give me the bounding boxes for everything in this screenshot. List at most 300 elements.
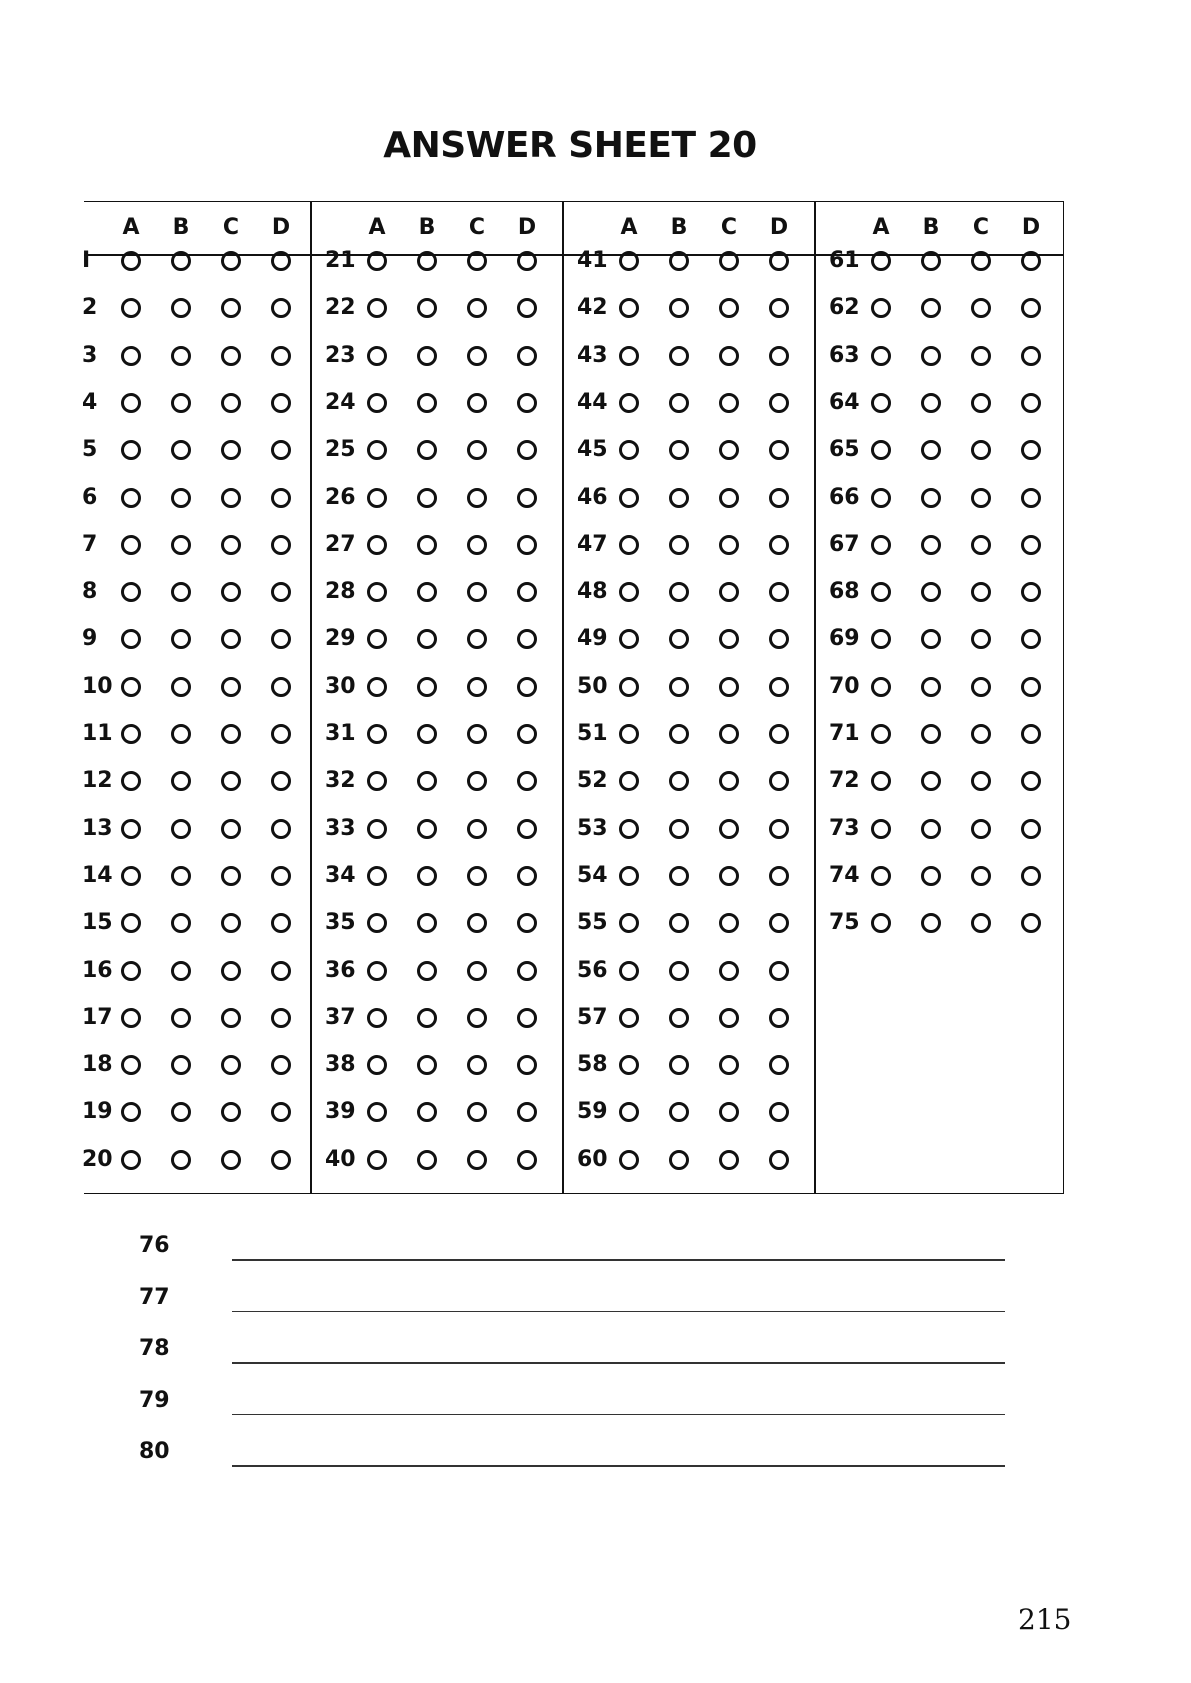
answer-bubble-a[interactable]	[367, 913, 387, 933]
answer-bubble-a[interactable]	[367, 440, 387, 460]
answer-bubble-b[interactable]	[417, 346, 437, 366]
answer-bubble-a[interactable]	[367, 346, 387, 366]
answer-bubble-d[interactable]	[517, 535, 537, 555]
answer-bubble-a[interactable]	[619, 251, 639, 271]
answer-bubble-b[interactable]	[669, 1055, 689, 1075]
answer-bubble-b[interactable]	[417, 1150, 437, 1170]
answer-bubble-b[interactable]	[171, 440, 191, 460]
answer-bubble-a[interactable]	[619, 298, 639, 318]
answer-bubble-d[interactable]	[517, 251, 537, 271]
answer-bubble-a[interactable]	[367, 677, 387, 697]
answer-bubble-c[interactable]	[467, 629, 487, 649]
answer-bubble-c[interactable]	[467, 677, 487, 697]
answer-bubble-a[interactable]	[367, 771, 387, 791]
answer-bubble-b[interactable]	[921, 393, 941, 413]
answer-bubble-c[interactable]	[719, 677, 739, 697]
answer-bubble-d[interactable]	[769, 1008, 789, 1028]
answer-bubble-a[interactable]	[121, 1055, 141, 1075]
answer-bubble-b[interactable]	[171, 819, 191, 839]
answer-bubble-b[interactable]	[669, 913, 689, 933]
answer-bubble-d[interactable]	[271, 724, 291, 744]
answer-bubble-b[interactable]	[921, 819, 941, 839]
answer-bubble-a[interactable]	[619, 1150, 639, 1170]
answer-bubble-c[interactable]	[467, 1008, 487, 1028]
answer-bubble-d[interactable]	[769, 1055, 789, 1075]
answer-bubble-b[interactable]	[171, 346, 191, 366]
answer-bubble-c[interactable]	[221, 1102, 241, 1122]
answer-bubble-b[interactable]	[171, 913, 191, 933]
answer-bubble-a[interactable]	[871, 535, 891, 555]
answer-bubble-d[interactable]	[769, 535, 789, 555]
answer-bubble-b[interactable]	[669, 1150, 689, 1170]
answer-bubble-a[interactable]	[871, 393, 891, 413]
answer-bubble-a[interactable]	[619, 961, 639, 981]
answer-bubble-a[interactable]	[121, 251, 141, 271]
answer-bubble-c[interactable]	[971, 629, 991, 649]
answer-bubble-a[interactable]	[619, 346, 639, 366]
answer-bubble-d[interactable]	[1021, 771, 1041, 791]
answer-bubble-a[interactable]	[121, 298, 141, 318]
answer-bubble-a[interactable]	[619, 771, 639, 791]
answer-bubble-c[interactable]	[467, 1102, 487, 1122]
answer-bubble-c[interactable]	[221, 582, 241, 602]
answer-bubble-c[interactable]	[719, 866, 739, 886]
answer-line[interactable]	[232, 1414, 1005, 1416]
answer-bubble-d[interactable]	[769, 582, 789, 602]
answer-bubble-d[interactable]	[517, 1150, 537, 1170]
answer-bubble-c[interactable]	[971, 866, 991, 886]
answer-bubble-b[interactable]	[669, 393, 689, 413]
answer-bubble-c[interactable]	[719, 440, 739, 460]
answer-bubble-d[interactable]	[1021, 677, 1041, 697]
answer-bubble-b[interactable]	[669, 819, 689, 839]
answer-bubble-d[interactable]	[271, 771, 291, 791]
answer-bubble-a[interactable]	[619, 724, 639, 744]
answer-bubble-b[interactable]	[921, 771, 941, 791]
answer-bubble-b[interactable]	[171, 771, 191, 791]
answer-bubble-d[interactable]	[271, 866, 291, 886]
answer-bubble-d[interactable]	[1021, 866, 1041, 886]
answer-bubble-d[interactable]	[271, 346, 291, 366]
answer-bubble-c[interactable]	[221, 677, 241, 697]
answer-bubble-d[interactable]	[1021, 582, 1041, 602]
answer-bubble-a[interactable]	[121, 961, 141, 981]
answer-bubble-c[interactable]	[719, 913, 739, 933]
answer-bubble-c[interactable]	[467, 913, 487, 933]
answer-bubble-c[interactable]	[221, 866, 241, 886]
answer-bubble-d[interactable]	[517, 346, 537, 366]
answer-bubble-a[interactable]	[121, 866, 141, 886]
answer-bubble-c[interactable]	[971, 298, 991, 318]
answer-bubble-d[interactable]	[769, 1102, 789, 1122]
answer-bubble-b[interactable]	[417, 866, 437, 886]
answer-bubble-a[interactable]	[871, 913, 891, 933]
answer-bubble-d[interactable]	[517, 1055, 537, 1075]
answer-bubble-c[interactable]	[467, 819, 487, 839]
answer-bubble-c[interactable]	[971, 488, 991, 508]
answer-bubble-d[interactable]	[769, 346, 789, 366]
answer-bubble-b[interactable]	[417, 771, 437, 791]
answer-bubble-d[interactable]	[517, 629, 537, 649]
answer-bubble-d[interactable]	[1021, 535, 1041, 555]
answer-bubble-c[interactable]	[719, 1055, 739, 1075]
answer-bubble-d[interactable]	[271, 582, 291, 602]
answer-bubble-d[interactable]	[271, 298, 291, 318]
answer-bubble-b[interactable]	[921, 488, 941, 508]
answer-bubble-c[interactable]	[221, 1008, 241, 1028]
answer-bubble-a[interactable]	[619, 819, 639, 839]
answer-line[interactable]	[232, 1362, 1005, 1364]
answer-bubble-d[interactable]	[517, 1102, 537, 1122]
answer-bubble-c[interactable]	[467, 771, 487, 791]
answer-bubble-b[interactable]	[171, 677, 191, 697]
answer-bubble-d[interactable]	[517, 393, 537, 413]
answer-bubble-b[interactable]	[669, 346, 689, 366]
answer-bubble-a[interactable]	[367, 866, 387, 886]
answer-bubble-a[interactable]	[121, 677, 141, 697]
answer-bubble-a[interactable]	[121, 440, 141, 460]
answer-bubble-b[interactable]	[921, 535, 941, 555]
answer-bubble-c[interactable]	[467, 1150, 487, 1170]
answer-bubble-b[interactable]	[417, 819, 437, 839]
answer-bubble-b[interactable]	[921, 866, 941, 886]
answer-bubble-c[interactable]	[221, 961, 241, 981]
answer-bubble-c[interactable]	[467, 298, 487, 318]
answer-bubble-c[interactable]	[971, 440, 991, 460]
answer-bubble-c[interactable]	[221, 724, 241, 744]
answer-bubble-d[interactable]	[1021, 724, 1041, 744]
answer-bubble-a[interactable]	[619, 440, 639, 460]
answer-bubble-d[interactable]	[769, 1150, 789, 1170]
answer-bubble-b[interactable]	[417, 251, 437, 271]
answer-bubble-b[interactable]	[417, 629, 437, 649]
answer-bubble-d[interactable]	[517, 913, 537, 933]
answer-bubble-a[interactable]	[619, 677, 639, 697]
answer-bubble-d[interactable]	[1021, 393, 1041, 413]
answer-bubble-a[interactable]	[367, 582, 387, 602]
answer-bubble-b[interactable]	[669, 629, 689, 649]
answer-bubble-b[interactable]	[669, 1008, 689, 1028]
answer-bubble-a[interactable]	[367, 961, 387, 981]
answer-bubble-c[interactable]	[971, 393, 991, 413]
answer-bubble-c[interactable]	[971, 346, 991, 366]
answer-bubble-c[interactable]	[221, 346, 241, 366]
answer-bubble-b[interactable]	[171, 1102, 191, 1122]
answer-bubble-c[interactable]	[719, 251, 739, 271]
answer-bubble-d[interactable]	[271, 629, 291, 649]
answer-bubble-d[interactable]	[517, 582, 537, 602]
answer-bubble-b[interactable]	[669, 298, 689, 318]
answer-bubble-b[interactable]	[171, 1008, 191, 1028]
answer-bubble-c[interactable]	[719, 346, 739, 366]
answer-bubble-d[interactable]	[517, 771, 537, 791]
answer-bubble-b[interactable]	[921, 440, 941, 460]
answer-bubble-a[interactable]	[619, 913, 639, 933]
answer-bubble-b[interactable]	[417, 677, 437, 697]
answer-bubble-b[interactable]	[171, 961, 191, 981]
answer-bubble-b[interactable]	[171, 724, 191, 744]
answer-bubble-b[interactable]	[669, 771, 689, 791]
answer-bubble-c[interactable]	[719, 771, 739, 791]
answer-bubble-d[interactable]	[271, 913, 291, 933]
answer-bubble-c[interactable]	[221, 393, 241, 413]
answer-bubble-a[interactable]	[871, 298, 891, 318]
answer-bubble-c[interactable]	[221, 251, 241, 271]
answer-bubble-d[interactable]	[517, 1008, 537, 1028]
answer-bubble-c[interactable]	[467, 961, 487, 981]
answer-bubble-b[interactable]	[171, 582, 191, 602]
answer-bubble-b[interactable]	[417, 298, 437, 318]
answer-bubble-b[interactable]	[669, 961, 689, 981]
answer-bubble-d[interactable]	[769, 629, 789, 649]
answer-bubble-d[interactable]	[769, 961, 789, 981]
answer-bubble-a[interactable]	[871, 724, 891, 744]
answer-bubble-b[interactable]	[417, 1055, 437, 1075]
answer-bubble-b[interactable]	[669, 440, 689, 460]
answer-bubble-a[interactable]	[619, 488, 639, 508]
answer-bubble-a[interactable]	[121, 1102, 141, 1122]
answer-bubble-d[interactable]	[271, 1150, 291, 1170]
answer-bubble-b[interactable]	[669, 582, 689, 602]
answer-bubble-d[interactable]	[271, 251, 291, 271]
answer-bubble-a[interactable]	[367, 629, 387, 649]
answer-bubble-b[interactable]	[921, 913, 941, 933]
answer-bubble-d[interactable]	[517, 488, 537, 508]
answer-bubble-b[interactable]	[669, 724, 689, 744]
answer-bubble-b[interactable]	[171, 298, 191, 318]
answer-bubble-a[interactable]	[121, 535, 141, 555]
answer-bubble-a[interactable]	[871, 629, 891, 649]
answer-bubble-d[interactable]	[517, 961, 537, 981]
answer-bubble-c[interactable]	[971, 771, 991, 791]
answer-bubble-b[interactable]	[417, 961, 437, 981]
answer-bubble-c[interactable]	[467, 440, 487, 460]
answer-bubble-a[interactable]	[871, 346, 891, 366]
answer-bubble-a[interactable]	[121, 582, 141, 602]
answer-bubble-b[interactable]	[669, 251, 689, 271]
answer-bubble-d[interactable]	[769, 440, 789, 460]
answer-bubble-c[interactable]	[221, 535, 241, 555]
answer-bubble-a[interactable]	[121, 819, 141, 839]
answer-bubble-d[interactable]	[271, 819, 291, 839]
answer-bubble-c[interactable]	[221, 1055, 241, 1075]
answer-bubble-a[interactable]	[121, 488, 141, 508]
answer-bubble-d[interactable]	[271, 488, 291, 508]
answer-bubble-c[interactable]	[221, 440, 241, 460]
answer-bubble-c[interactable]	[719, 488, 739, 508]
answer-bubble-d[interactable]	[271, 961, 291, 981]
answer-bubble-a[interactable]	[619, 629, 639, 649]
answer-bubble-d[interactable]	[271, 535, 291, 555]
answer-bubble-a[interactable]	[367, 1055, 387, 1075]
answer-bubble-a[interactable]	[367, 488, 387, 508]
answer-bubble-d[interactable]	[1021, 913, 1041, 933]
answer-bubble-c[interactable]	[719, 961, 739, 981]
answer-line[interactable]	[232, 1259, 1005, 1261]
answer-bubble-b[interactable]	[417, 1102, 437, 1122]
answer-bubble-d[interactable]	[271, 440, 291, 460]
answer-bubble-a[interactable]	[121, 771, 141, 791]
answer-bubble-c[interactable]	[467, 724, 487, 744]
answer-bubble-a[interactable]	[367, 298, 387, 318]
answer-bubble-b[interactable]	[171, 488, 191, 508]
answer-bubble-a[interactable]	[367, 819, 387, 839]
answer-bubble-c[interactable]	[971, 535, 991, 555]
answer-bubble-a[interactable]	[619, 866, 639, 886]
answer-bubble-b[interactable]	[417, 393, 437, 413]
answer-bubble-a[interactable]	[619, 1055, 639, 1075]
answer-bubble-d[interactable]	[769, 819, 789, 839]
answer-bubble-d[interactable]	[517, 440, 537, 460]
answer-bubble-d[interactable]	[1021, 251, 1041, 271]
answer-bubble-b[interactable]	[417, 1008, 437, 1028]
answer-bubble-b[interactable]	[417, 913, 437, 933]
answer-bubble-a[interactable]	[367, 1150, 387, 1170]
answer-bubble-c[interactable]	[971, 819, 991, 839]
answer-bubble-a[interactable]	[871, 488, 891, 508]
answer-bubble-d[interactable]	[1021, 488, 1041, 508]
answer-bubble-d[interactable]	[769, 298, 789, 318]
answer-bubble-d[interactable]	[769, 393, 789, 413]
answer-bubble-d[interactable]	[769, 913, 789, 933]
answer-bubble-d[interactable]	[517, 724, 537, 744]
answer-bubble-c[interactable]	[467, 1055, 487, 1075]
answer-bubble-b[interactable]	[921, 677, 941, 697]
answer-bubble-b[interactable]	[921, 251, 941, 271]
answer-bubble-d[interactable]	[517, 677, 537, 697]
answer-bubble-c[interactable]	[719, 582, 739, 602]
answer-bubble-c[interactable]	[971, 251, 991, 271]
answer-bubble-c[interactable]	[221, 771, 241, 791]
answer-bubble-b[interactable]	[417, 440, 437, 460]
answer-bubble-b[interactable]	[417, 724, 437, 744]
answer-bubble-c[interactable]	[221, 629, 241, 649]
answer-bubble-c[interactable]	[467, 346, 487, 366]
answer-bubble-b[interactable]	[921, 724, 941, 744]
answer-bubble-a[interactable]	[367, 1008, 387, 1028]
answer-bubble-a[interactable]	[367, 724, 387, 744]
answer-bubble-a[interactable]	[619, 1008, 639, 1028]
answer-bubble-b[interactable]	[921, 629, 941, 649]
answer-bubble-c[interactable]	[467, 251, 487, 271]
answer-bubble-c[interactable]	[221, 298, 241, 318]
answer-bubble-d[interactable]	[769, 677, 789, 697]
answer-bubble-d[interactable]	[1021, 298, 1041, 318]
answer-bubble-c[interactable]	[221, 819, 241, 839]
answer-bubble-c[interactable]	[719, 819, 739, 839]
answer-bubble-b[interactable]	[171, 1150, 191, 1170]
answer-line[interactable]	[232, 1465, 1005, 1467]
answer-bubble-c[interactable]	[221, 488, 241, 508]
answer-bubble-b[interactable]	[417, 582, 437, 602]
answer-bubble-b[interactable]	[171, 535, 191, 555]
answer-bubble-a[interactable]	[619, 535, 639, 555]
answer-bubble-c[interactable]	[719, 535, 739, 555]
answer-bubble-a[interactable]	[121, 913, 141, 933]
answer-bubble-d[interactable]	[1021, 629, 1041, 649]
answer-bubble-a[interactable]	[619, 393, 639, 413]
answer-bubble-a[interactable]	[367, 535, 387, 555]
answer-bubble-a[interactable]	[871, 440, 891, 460]
answer-bubble-c[interactable]	[221, 913, 241, 933]
answer-bubble-b[interactable]	[171, 251, 191, 271]
answer-bubble-b[interactable]	[417, 535, 437, 555]
answer-bubble-c[interactable]	[467, 866, 487, 886]
answer-bubble-a[interactable]	[367, 251, 387, 271]
answer-bubble-a[interactable]	[121, 393, 141, 413]
answer-bubble-d[interactable]	[1021, 440, 1041, 460]
answer-bubble-c[interactable]	[467, 535, 487, 555]
answer-bubble-d[interactable]	[271, 1055, 291, 1075]
answer-bubble-a[interactable]	[871, 677, 891, 697]
answer-bubble-b[interactable]	[921, 298, 941, 318]
answer-bubble-c[interactable]	[719, 1008, 739, 1028]
answer-bubble-a[interactable]	[367, 393, 387, 413]
answer-bubble-b[interactable]	[171, 866, 191, 886]
answer-bubble-d[interactable]	[271, 1008, 291, 1028]
answer-bubble-a[interactable]	[871, 866, 891, 886]
answer-bubble-d[interactable]	[1021, 346, 1041, 366]
answer-bubble-d[interactable]	[271, 393, 291, 413]
answer-bubble-b[interactable]	[669, 866, 689, 886]
answer-bubble-c[interactable]	[971, 724, 991, 744]
answer-bubble-c[interactable]	[467, 488, 487, 508]
answer-bubble-b[interactable]	[417, 488, 437, 508]
answer-bubble-a[interactable]	[121, 1150, 141, 1170]
answer-bubble-d[interactable]	[517, 866, 537, 886]
answer-bubble-a[interactable]	[871, 819, 891, 839]
answer-bubble-b[interactable]	[669, 677, 689, 697]
answer-bubble-a[interactable]	[121, 1008, 141, 1028]
answer-bubble-c[interactable]	[719, 393, 739, 413]
answer-bubble-b[interactable]	[171, 393, 191, 413]
answer-bubble-a[interactable]	[871, 582, 891, 602]
answer-bubble-b[interactable]	[669, 488, 689, 508]
answer-bubble-a[interactable]	[121, 346, 141, 366]
answer-bubble-a[interactable]	[871, 771, 891, 791]
answer-bubble-b[interactable]	[171, 629, 191, 649]
answer-bubble-c[interactable]	[719, 724, 739, 744]
answer-bubble-b[interactable]	[171, 1055, 191, 1075]
answer-bubble-b[interactable]	[669, 535, 689, 555]
answer-bubble-b[interactable]	[669, 1102, 689, 1122]
answer-bubble-c[interactable]	[971, 913, 991, 933]
answer-bubble-d[interactable]	[769, 251, 789, 271]
answer-bubble-c[interactable]	[467, 393, 487, 413]
answer-bubble-d[interactable]	[769, 724, 789, 744]
answer-bubble-c[interactable]	[719, 1102, 739, 1122]
answer-bubble-d[interactable]	[769, 771, 789, 791]
answer-bubble-a[interactable]	[871, 251, 891, 271]
answer-bubble-d[interactable]	[271, 677, 291, 697]
answer-bubble-a[interactable]	[121, 629, 141, 649]
answer-bubble-d[interactable]	[769, 866, 789, 886]
answer-bubble-d[interactable]	[769, 488, 789, 508]
answer-bubble-c[interactable]	[971, 582, 991, 602]
answer-bubble-d[interactable]	[271, 1102, 291, 1122]
answer-bubble-c[interactable]	[467, 582, 487, 602]
answer-bubble-a[interactable]	[619, 582, 639, 602]
answer-bubble-c[interactable]	[719, 1150, 739, 1170]
answer-bubble-c[interactable]	[719, 629, 739, 649]
answer-bubble-d[interactable]	[517, 819, 537, 839]
answer-bubble-d[interactable]	[1021, 819, 1041, 839]
answer-bubble-a[interactable]	[619, 1102, 639, 1122]
answer-bubble-b[interactable]	[921, 346, 941, 366]
answer-bubble-b[interactable]	[921, 582, 941, 602]
answer-line[interactable]	[232, 1311, 1005, 1313]
answer-bubble-c[interactable]	[719, 298, 739, 318]
